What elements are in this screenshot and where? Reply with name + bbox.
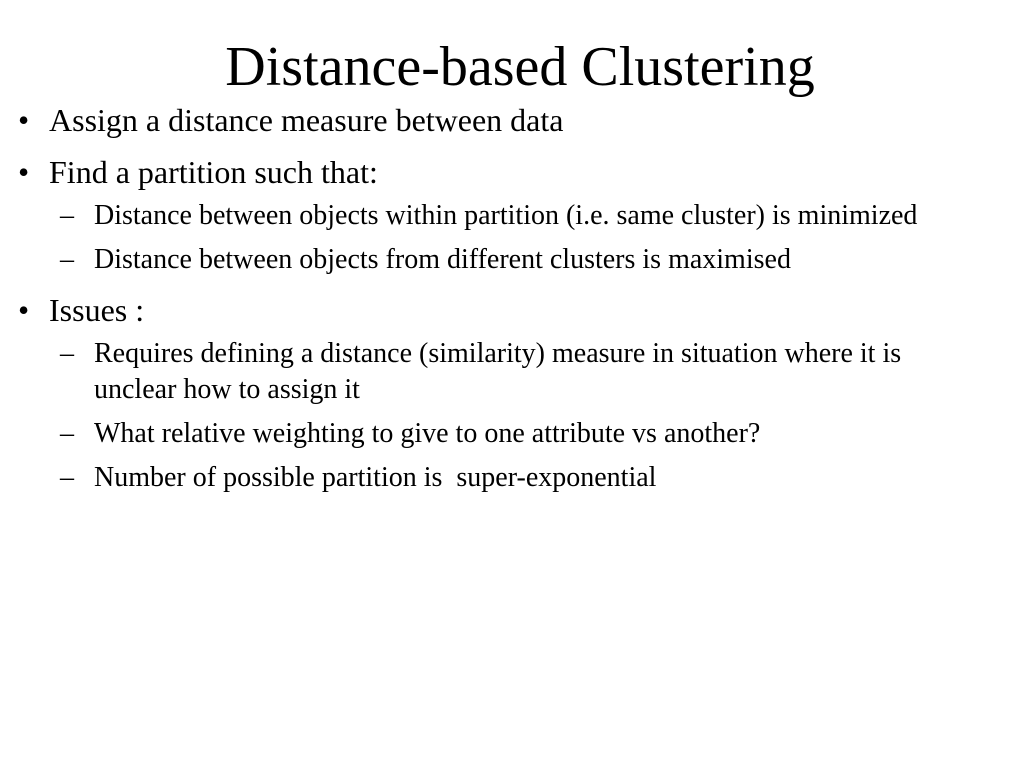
bullet-text: Assign a distance measure between data: [49, 102, 564, 138]
sub-bullet-text: Distance between objects from different clusters is maximised: [94, 244, 791, 275]
sub-bullet-item: [18, 242, 1008, 278]
bullet-dot-icon: •: [18, 292, 30, 328]
bullet-item: [18, 100, 1008, 140]
sub-bullet-text: Distance between objects within partition (i.e. same cluster) is minimized: [94, 200, 918, 231]
bullet-text: Find a partition such that:: [49, 154, 378, 190]
bullet-item: [18, 290, 1008, 496]
bullet-list: [18, 100, 1008, 496]
dash-icon: –: [60, 418, 74, 449]
sub-bullet-item: [18, 460, 1008, 496]
bullet-dot-icon: •: [18, 154, 30, 190]
sub-bullet-item: [18, 336, 1008, 408]
sub-bullet-text: What relative weighting to give to one attribute vs another?: [94, 418, 761, 449]
bullet-text: Issues :: [49, 292, 145, 328]
slide-title: Distance-based Clustering: [225, 36, 815, 98]
sub-bullet-item: [18, 198, 1008, 234]
dash-icon: –: [60, 244, 74, 275]
dash-icon: –: [60, 200, 74, 231]
sub-bullet-text: Requires defining a distance (similarity) measure in situation where it is unclear how to assign it: [94, 338, 902, 405]
sub-bullet-item: [18, 416, 1008, 452]
dash-icon: –: [60, 462, 74, 493]
bullet-dot-icon: •: [18, 102, 30, 138]
sub-bullet-list: [49, 336, 1008, 496]
dash-icon: –: [60, 338, 74, 369]
sub-bullet-list: [49, 198, 1008, 278]
sub-bullet-text: Number of possible partition is super-exponential: [94, 462, 657, 493]
bullet-item: [18, 152, 1008, 278]
